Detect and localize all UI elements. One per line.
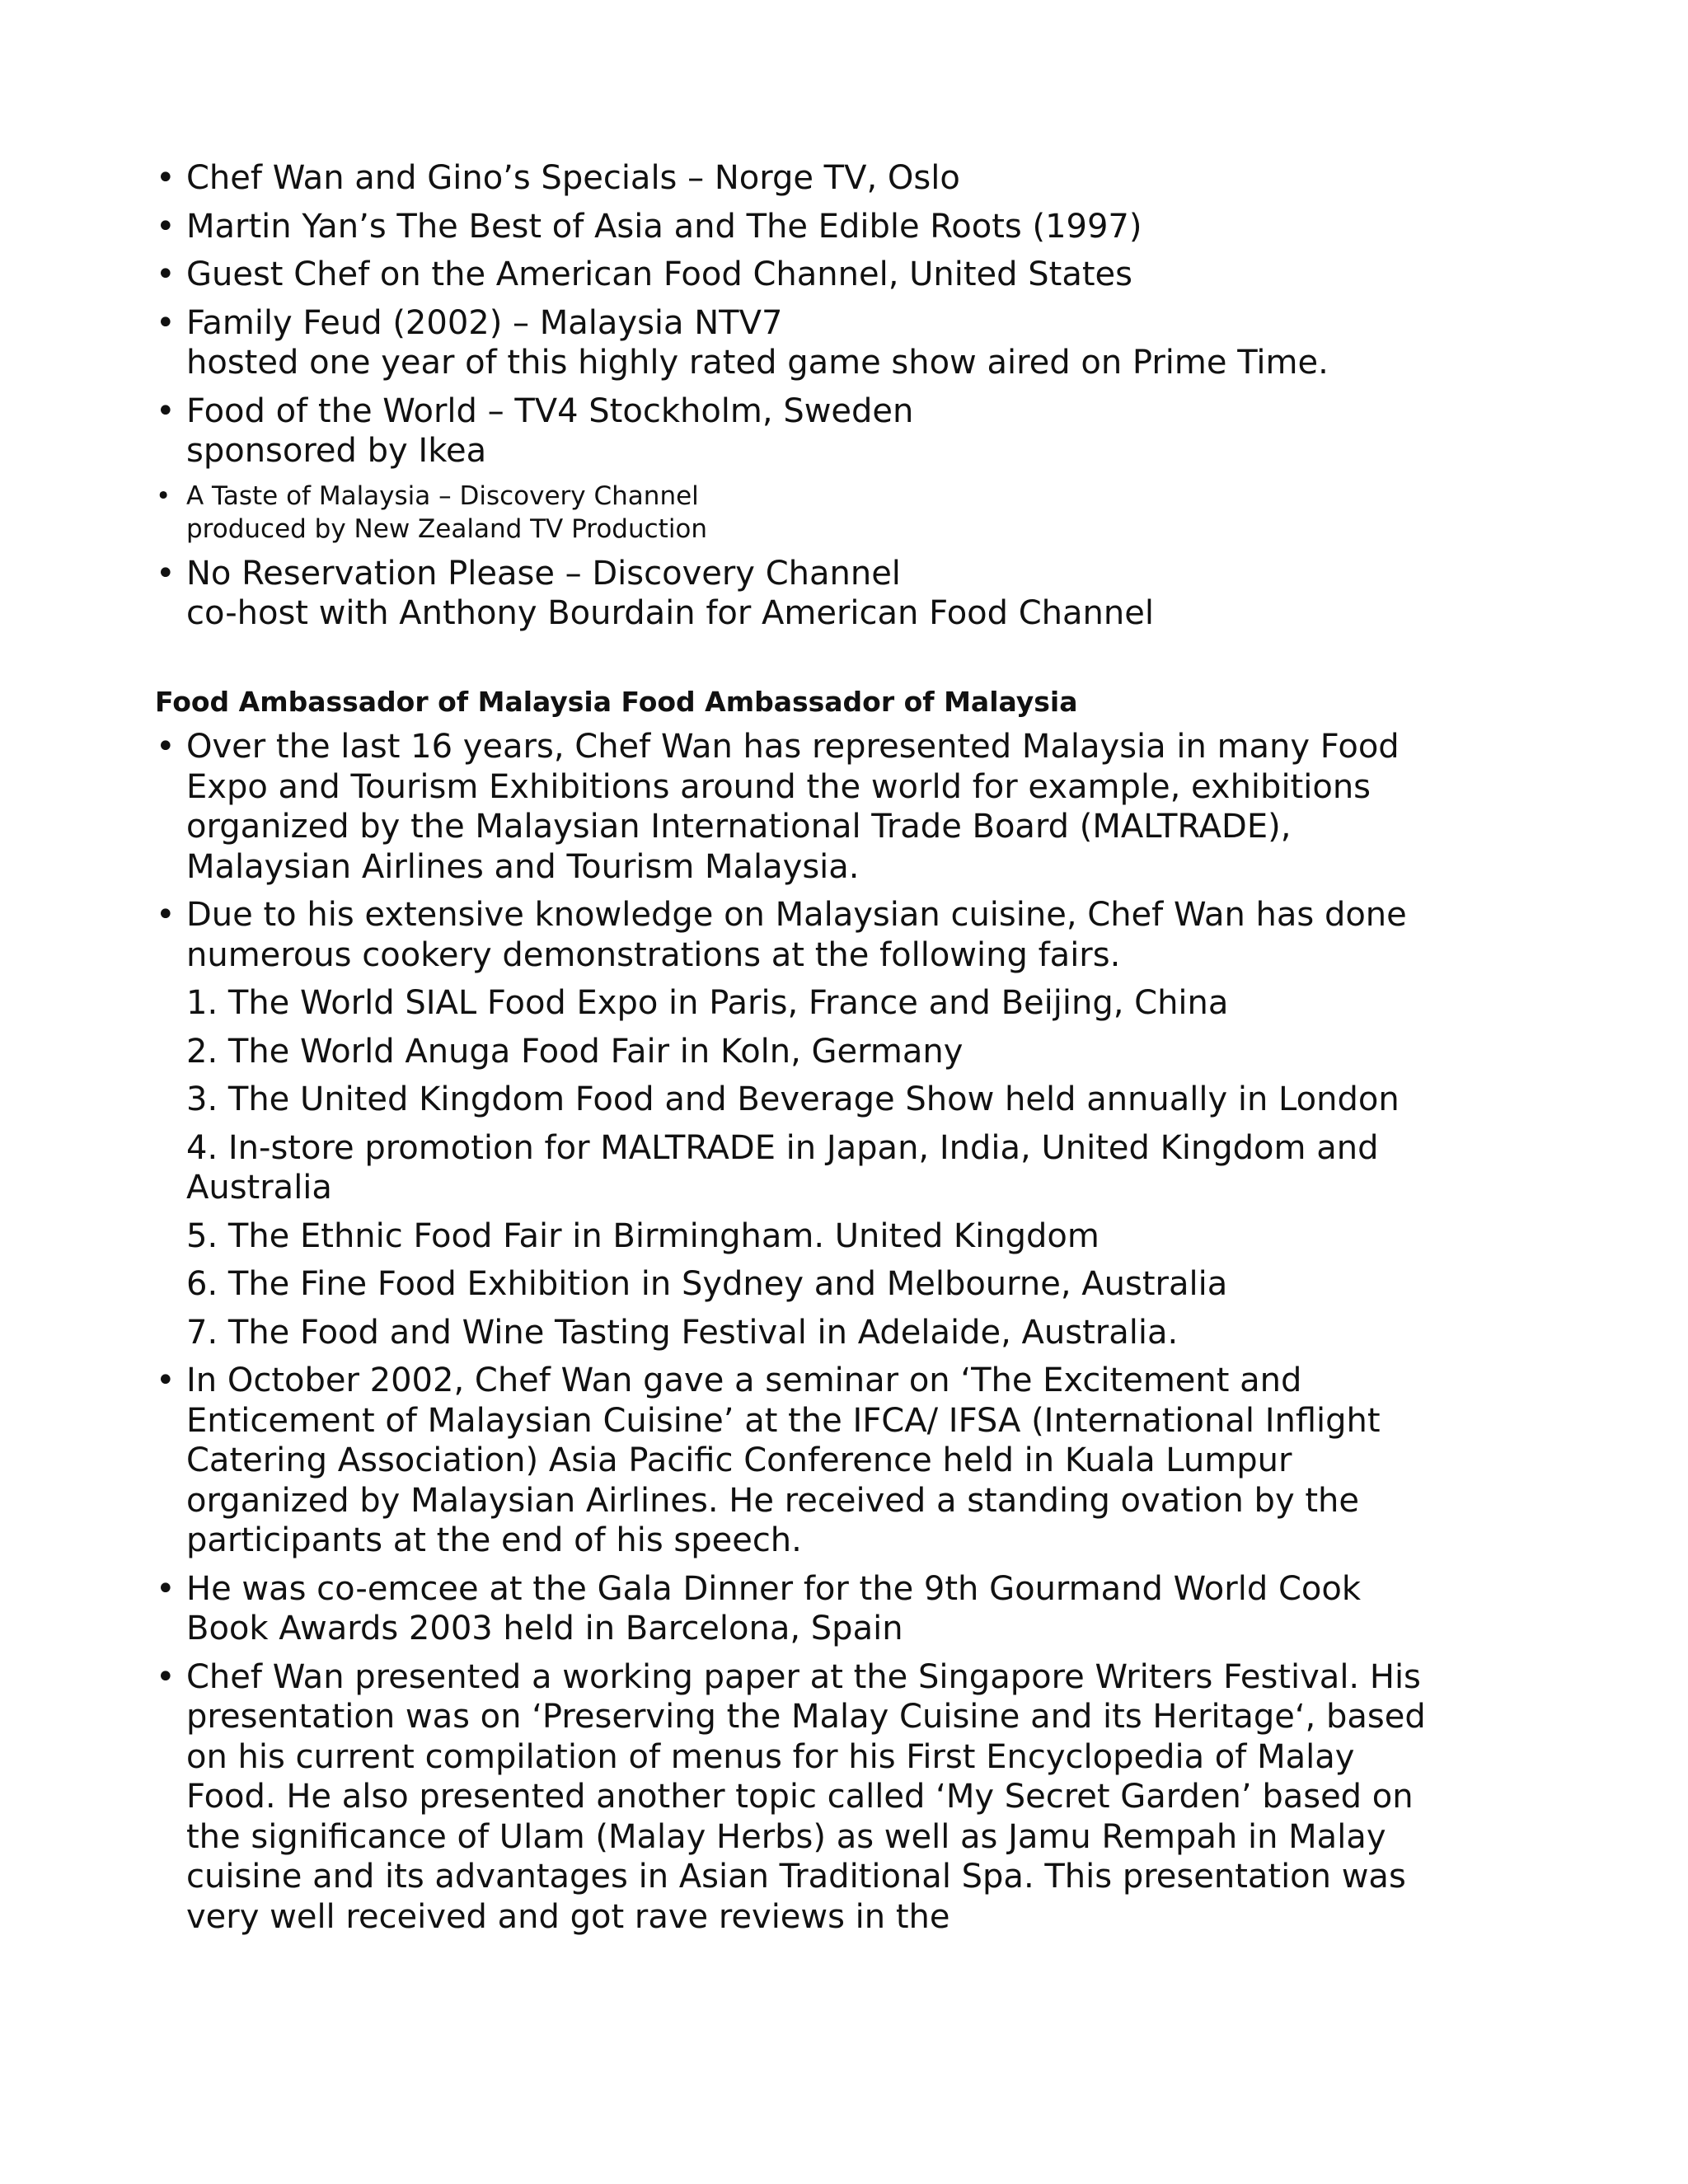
fair-item: 2. The World Anuga Food Fair in Koln, Germany <box>186 1032 964 1071</box>
paragraph-text: • He was co-emcee at the Gala Dinner for the 9th Gourmand World Cook Book Awards 2003 held in Barcelona, Spain <box>186 1569 1361 1647</box>
show-note: co-host with Anthony Bourdain for American Food Channel <box>186 594 1154 632</box>
fair-item: 4. In-store promotion for MALTRADE in Japan, India, United Kingdom and Australia <box>186 1128 1379 1207</box>
show-title: • No Reservation Please – Discovery Channel <box>186 554 901 593</box>
list-item <box>153 391 1439 471</box>
list-item <box>153 1361 1439 1561</box>
list-item <box>153 255 1439 295</box>
section-heading: Food Ambassador of Malaysia Food Ambassador of Malaysia <box>155 686 1078 718</box>
fair-item: 5. The Ethnic Food Fair in Birmingham. United Kingdom <box>186 1216 1100 1255</box>
list-item <box>153 554 1439 634</box>
fair-item: 6. The Fine Food Exhibition in Sydney and Melbourne, Australia <box>186 1265 1228 1303</box>
paragraph-text: • Chef Wan presented a working paper at the Singapore Writers Festival. His presentation was on ‘Preserving the Malay Cuisine and its Heritage‘, based on his current compilation of menus for his First Encyclopedia of Malay Food. He also presented another topic called ‘My Secret Garden’ based on the significance of Ulam (Malay Herbs) as well as Jamu Rempah in Malay cuisine and its advantages in Asian Traditional Spa. This presentation was very well received and got rave reviews in the <box>186 1657 1426 1936</box>
list-item <box>153 1657 1439 1938</box>
tv-shows-list <box>153 158 1439 642</box>
show-title: • Martin Yan’s The Best of Asia and The Edible Roots (1997) <box>186 207 1142 246</box>
show-title: • Chef Wan and Gino’s Specials – Norge TV, Oslo <box>186 159 960 197</box>
show-note: produced by New Zealand TV Production <box>186 513 708 544</box>
paragraph-text: • In October 2002, Chef Wan gave a seminar on ‘The Excitement and Enticement of Malaysian Cuisine’ at the IFCA/ IFSA (International Inflight Catering Association) Asia Pacific Conference held in Kuala Lumpur organized by Malaysian Airlines. He received a standing ovation by the participants at the end of his speech. <box>186 1361 1381 1559</box>
show-title: • Guest Chef on the American Food Channel, United States <box>186 255 1132 293</box>
list-item <box>153 480 1439 546</box>
paragraph-text: • Due to his extensive knowledge on Malaysian cuisine, Chef Wan has done numerous cookery demonstrations at the following fairs. <box>186 896 1407 974</box>
show-title: • Food of the World – TV4 Stockholm, Sweden <box>186 391 914 430</box>
fairs-list <box>186 983 1439 1352</box>
ambassador-list <box>153 727 1439 1945</box>
show-note: hosted one year of this highly rated game show aired on Prime Time. <box>186 344 1329 382</box>
list-item <box>153 303 1439 383</box>
fair-item: 1. The World SIAL Food Expo in Paris, France and Beijing, China <box>186 984 1229 1022</box>
fair-item: 7. The Food and Wine Tasting Festival in Adelaide, Australia. <box>186 1313 1179 1352</box>
show-note: sponsored by Ikea <box>186 432 487 470</box>
list-item <box>153 727 1439 887</box>
list-item <box>153 895 1439 1352</box>
show-title: • A Taste of Malaysia – Discovery Channel <box>186 480 699 511</box>
fair-item: 3. The United Kingdom Food and Beverage Show held annually in London <box>186 1080 1400 1118</box>
list-item <box>153 1569 1439 1649</box>
list-item <box>153 207 1439 247</box>
list-item <box>153 158 1439 199</box>
paragraph-text: • Over the last 16 years, Chef Wan has represented Malaysia in many Food Expo and Tourism Exhibitions around the world for example, exhibitions organized by the Malaysian International Trade Board (MALTRADE), Malaysian Airlines and Tourism Malaysia. <box>186 728 1400 886</box>
show-title: • Family Feud (2002) – Malaysia NTV7 <box>186 303 783 342</box>
